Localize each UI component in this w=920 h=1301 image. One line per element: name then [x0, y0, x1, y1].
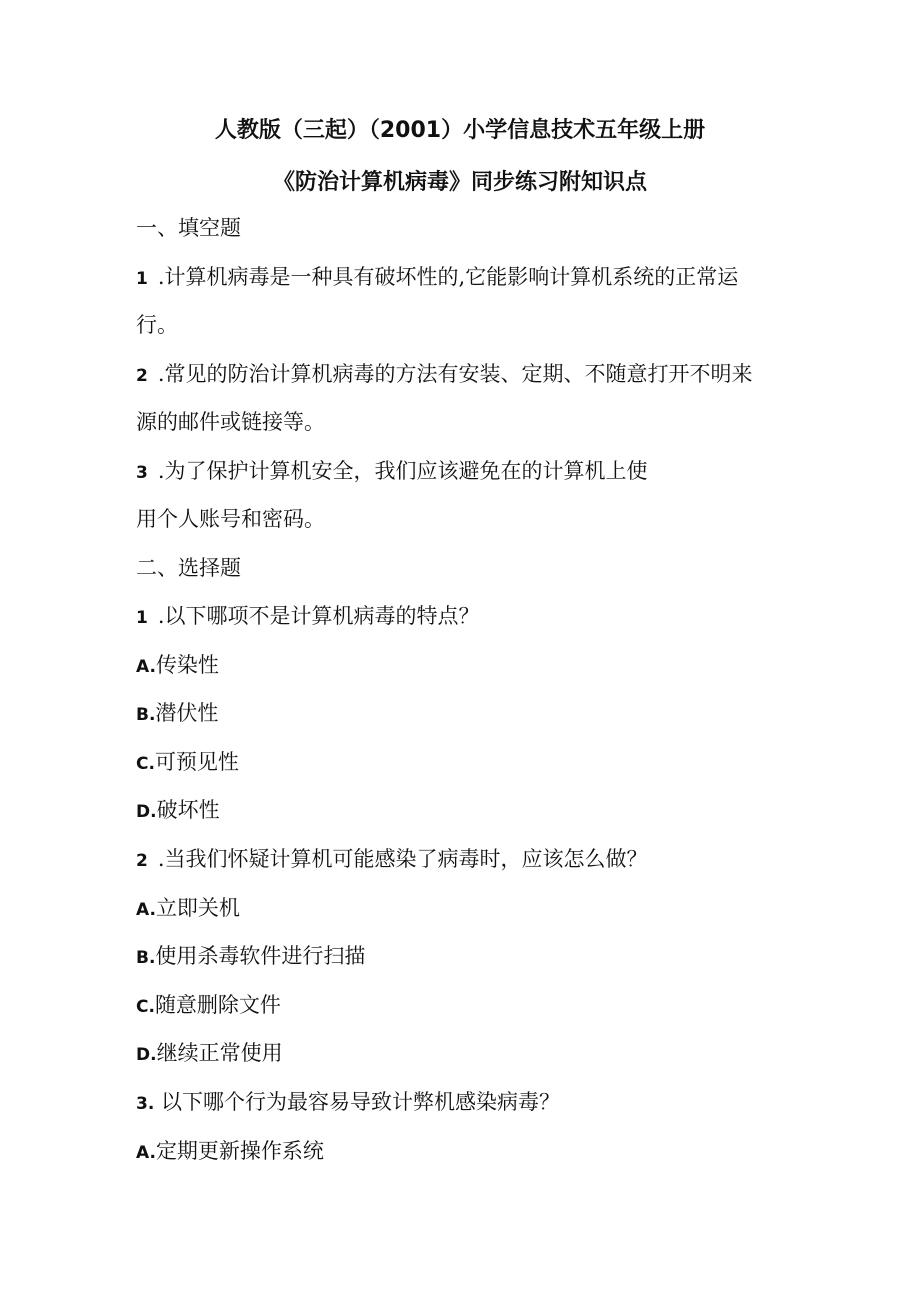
option-letter: C. — [136, 997, 155, 1017]
question-text: 以下哪个行为最容易导致计弊机感染病毒？ — [154, 1090, 560, 1114]
section-heading-fill-in: 一、填空题 — [136, 216, 241, 240]
fill-question-2-continued: 源的邮件或链接等。 — [136, 410, 325, 434]
option-letter: D. — [136, 1045, 157, 1065]
choice-option-a — [136, 893, 240, 925]
option-text: 使用杀毒软件进行扫描 — [155, 944, 366, 968]
choice-question-3 — [136, 1087, 560, 1119]
choice-option-d — [136, 795, 220, 827]
option-text: 立即关机 — [155, 896, 240, 920]
option-letter: A. — [136, 900, 156, 920]
fill-question-1-continued: 行。 — [136, 313, 178, 337]
option-text: 随意删除文件 — [154, 993, 281, 1017]
choice-option-c — [136, 990, 281, 1022]
question-text: .计算机病毒是一种具有破坏性的,它能影响计算机系统的正常运 — [157, 265, 739, 289]
choice-option-b — [136, 941, 365, 973]
option-letter: B. — [136, 705, 156, 725]
question-text: .当我们怀疑计算机可能感染了病毒时，应该怎么做？ — [157, 847, 648, 871]
choice-option-d — [136, 1038, 283, 1070]
question-text: .以下哪项不是计算机病毒的特点？ — [157, 604, 480, 628]
option-letter: B. — [136, 948, 156, 968]
option-text: 传染性 — [155, 653, 219, 677]
question-number: 3 — [136, 463, 148, 483]
choice-question-1 — [136, 601, 480, 633]
fill-question-2 — [136, 359, 753, 391]
option-text: 定期更新操作系统 — [155, 1139, 324, 1163]
question-number: 3. — [136, 1094, 155, 1114]
option-letter: A. — [136, 1143, 156, 1163]
option-letter: C. — [136, 754, 155, 774]
option-text: 潜伏性 — [155, 701, 219, 725]
question-number: 1 — [136, 608, 148, 628]
document-title-line1: 人教版（三起）（2001）小学信息技术五年级上册 — [214, 118, 706, 143]
fill-question-3-continued: 用个人账号和密码。 — [136, 507, 325, 531]
question-text: .为了保护计算机安全，我们应该避免在的计算机上使 — [157, 459, 648, 483]
section-heading-choice: 二、选择题 — [136, 556, 241, 580]
fill-question-3 — [136, 456, 648, 488]
choice-question-2 — [136, 844, 648, 876]
option-letter: D. — [136, 802, 157, 822]
question-number: 2 — [136, 851, 148, 871]
choice-option-a — [136, 650, 219, 682]
fill-question-1 — [136, 262, 738, 294]
document-title-line2: 《防治计算机病毒》同步练习附知识点 — [272, 170, 647, 195]
choice-option-b — [136, 698, 218, 730]
choice-option-c — [136, 747, 239, 779]
option-text: 继续正常使用 — [156, 1041, 283, 1065]
question-number: 2 — [136, 366, 148, 386]
choice-option-a — [136, 1136, 324, 1168]
option-letter: A. — [136, 657, 156, 677]
question-number: 1 — [136, 269, 148, 289]
option-text: 破坏性 — [156, 798, 220, 822]
option-text: 可预见性 — [154, 750, 239, 774]
question-text: .常见的防治计算机病毒的方法有安装、定期、不随意打开不明来 — [157, 362, 753, 386]
